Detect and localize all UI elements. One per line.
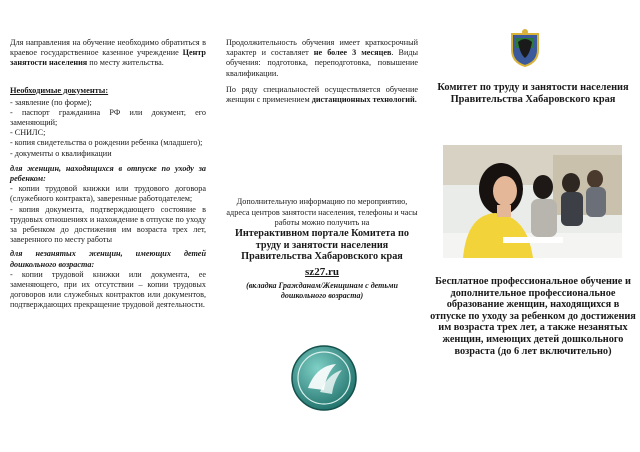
doc-item: - заявление (по форме); bbox=[10, 97, 92, 107]
intro-end: по месту жительства. bbox=[87, 58, 164, 68]
unemployed-heading: для незанятых женщин, имеющих детей дошкольного возраста: bbox=[10, 249, 206, 269]
leave-item: - копия документа, подтверждающего состояние в трудовых отношениях и нахождение в отпуске по уходу за ребенком до достижения им возраста трех лет, заверенного по месту работы bbox=[10, 204, 206, 245]
intro-text: Для направления на обучение необходимо обратиться в краевое государственное казенное учреждение bbox=[10, 38, 206, 58]
left-column bbox=[0, 0, 212, 452]
committee-title: Комитет по труду и занятости населения Правительства Хабаровского края bbox=[437, 82, 629, 105]
doc-item: - СНИЛС; bbox=[10, 128, 46, 138]
students-at-desks-photo bbox=[443, 145, 622, 258]
remote-bold: дистанционных технологий. bbox=[311, 95, 417, 105]
employment-service-logo bbox=[290, 344, 358, 412]
remote-paragraph bbox=[226, 85, 418, 105]
main-title: Бесплатное профессиональное обучение и дополнительное профессиональное образование женщин, находящихся в отпуске по уходу за ребенком до достижения им возраста трех лет, а также незанятых женщин, имеющих детей дошкольного возраста (до 6 лет включительно) bbox=[430, 276, 636, 357]
remote-text: По ряду специальностей осуществляется обучение женщин с применением bbox=[226, 84, 418, 105]
doc-item: - документы о квалификации bbox=[10, 148, 112, 158]
info-text: Дополнительную информацию по мероприятию, адреса центров занятости населения, телефоны и часы работы можно получить на bbox=[226, 197, 418, 228]
khabarovsk-coat-of-arms-icon bbox=[508, 28, 542, 68]
doc-item: - копия свидетельства о рождении ребенка (младшего); bbox=[10, 138, 203, 148]
doc-item: - паспорт гражданина РФ или документ, его заменяющий; bbox=[10, 107, 206, 128]
intro-bold: Центр занятости населения bbox=[10, 48, 206, 68]
leave-item: - копии трудовой книжки или трудового договора (служебного контракта), заверенные работодателем; bbox=[10, 184, 206, 204]
site-note: (вкладка Гражданам/Женщинам с детьми дошкольного возраста) bbox=[246, 280, 398, 300]
duration-end: . Виды обучения: подготовка, переподготовка, повышение квалификации. bbox=[226, 48, 418, 78]
intro-paragraph bbox=[10, 38, 206, 69]
site-link[interactable]: sz27.ru bbox=[305, 265, 339, 278]
duration-text: Продолжительность обучения имеет краткосрочный характер и составляет bbox=[226, 38, 418, 58]
leave-heading: для женщин, находящихся в отпуске по уходу за ребенком: bbox=[10, 163, 206, 184]
duration-paragraph bbox=[226, 38, 418, 79]
duration-bold: не более 3 месяцев bbox=[313, 48, 392, 58]
docs-heading: Необходимые документы: bbox=[10, 85, 109, 95]
portal-name: Интерактивном портале Комитета по труду и занятости населения Правительства Хабаровского края bbox=[234, 228, 410, 263]
unemployed-item: - копии трудовой книжки или документа, ее заменяющего, при их отсутствии – копии трудовых договоров или служебных контрактов или документов, подтверждающих прекращение трудовой деятельности. bbox=[10, 269, 206, 310]
